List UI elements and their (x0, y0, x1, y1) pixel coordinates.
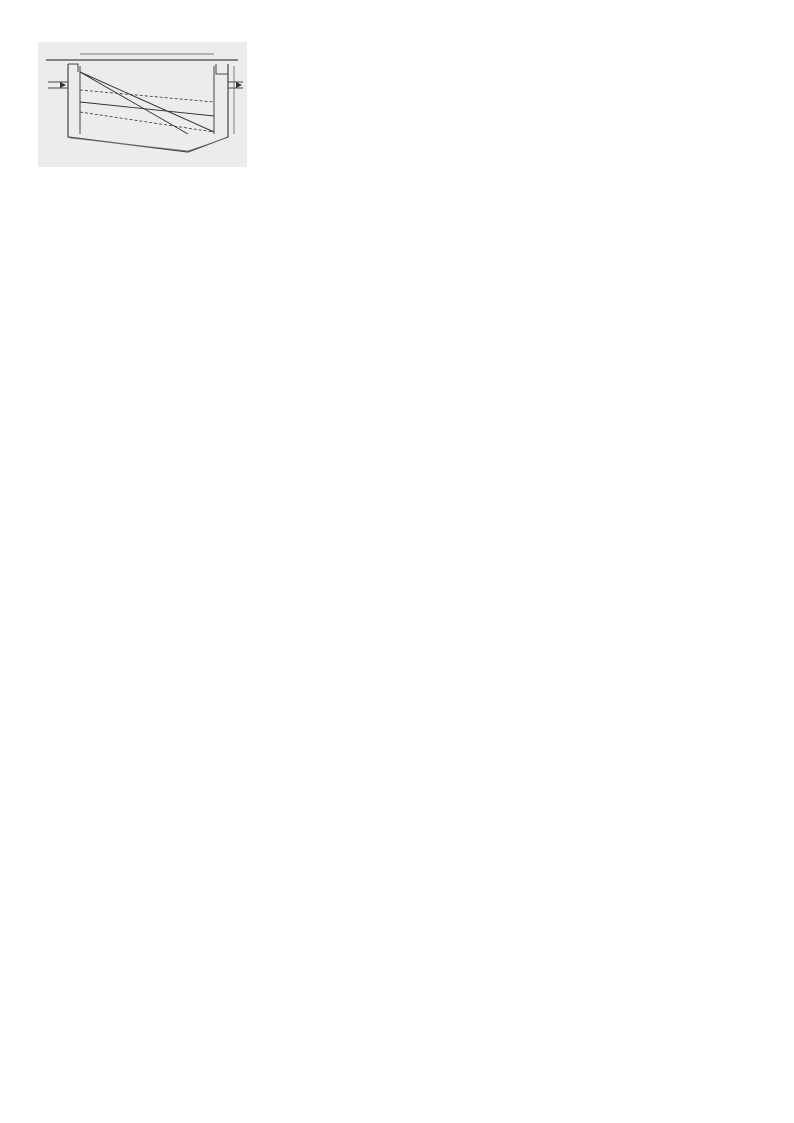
sedimentation-tank-figure (38, 42, 247, 167)
sedimentation-tank-diagram (38, 42, 247, 167)
document-page (38, 38, 762, 171)
